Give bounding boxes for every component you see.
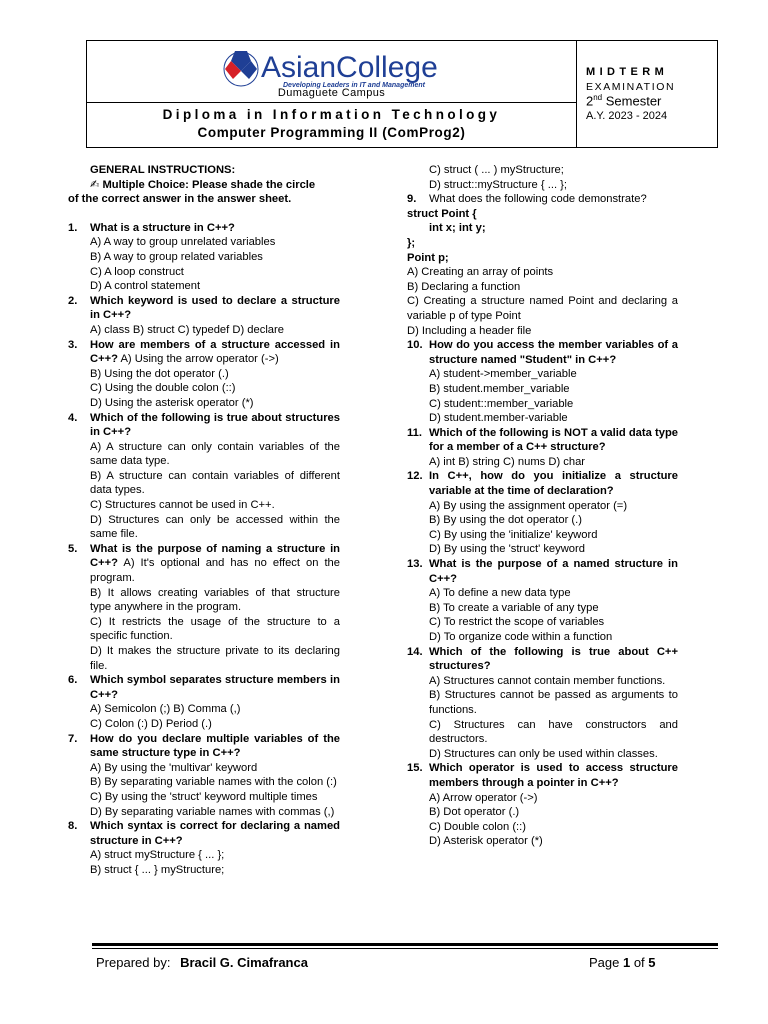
question bbox=[68, 338, 340, 411]
question bbox=[68, 732, 340, 820]
question-number: 4. bbox=[68, 411, 78, 424]
question-body bbox=[90, 338, 340, 411]
question-line: How do you access the member variables of bbox=[429, 339, 669, 352]
question-text bbox=[90, 338, 340, 367]
answer-option: A) Creating an array of points bbox=[407, 266, 554, 279]
right-column bbox=[407, 163, 678, 849]
answer-option: B) A structure can contain variables of different data types. bbox=[90, 469, 340, 497]
answer-option: B) student.member_variable bbox=[429, 382, 570, 395]
question bbox=[407, 338, 678, 426]
answer-option: D) struct::myStructure { ... }; bbox=[429, 178, 568, 191]
answer-option: B) To create a variable of any type bbox=[429, 601, 599, 614]
question-line: Which keyword is used to declare a bbox=[90, 294, 288, 307]
question-text bbox=[429, 469, 678, 498]
answer-option: B) It allows creating variables of that structure type anywhere in the program. bbox=[90, 586, 340, 614]
question-body bbox=[90, 819, 340, 877]
asian-college-logo bbox=[221, 47, 461, 89]
answer-option: C) struct ( ... ) myStructure; bbox=[429, 164, 564, 176]
question-line: type for a member of a C++ structure? bbox=[429, 426, 679, 454]
question-line: What is the purpose of naming a structure bbox=[90, 542, 326, 555]
question-line: How are members of a structure accessed bbox=[90, 338, 326, 351]
answer-option: B) Structures cannot be passed as arguments to functions. bbox=[429, 689, 678, 716]
code-line: struct Point { bbox=[407, 207, 477, 220]
program-title: Diploma in Information Technology bbox=[162, 107, 501, 122]
question bbox=[407, 761, 678, 849]
question-line: Which of the following is true about C++ bbox=[429, 645, 678, 658]
question-line: members through a pointer in C++? bbox=[429, 776, 619, 789]
question-body bbox=[429, 469, 678, 557]
question-number: 1. bbox=[68, 221, 78, 234]
answer-option: A) struct myStructure { ... }; bbox=[90, 849, 225, 862]
question-number: 8. bbox=[68, 820, 78, 833]
question-line: structures in C++? bbox=[90, 411, 340, 439]
footer-rule-thin bbox=[92, 948, 718, 949]
answer-option: D) Using the asterisk operator (*) bbox=[90, 396, 254, 409]
question-line: What is a structure in C++? bbox=[90, 221, 235, 234]
question-number: 15. bbox=[407, 762, 423, 775]
question bbox=[407, 557, 678, 645]
answer-option: D) To organize code within a function bbox=[429, 631, 613, 643]
question-text bbox=[90, 294, 340, 323]
question-line: in C++? bbox=[90, 542, 341, 570]
answer-option: B) Using the dot operator (.) bbox=[90, 367, 229, 380]
answer-option: A) To define a new data type bbox=[429, 587, 571, 600]
footer-rule bbox=[92, 943, 718, 946]
answer-option: A) A way to group unrelated variables bbox=[90, 236, 276, 249]
question-body bbox=[90, 673, 340, 731]
answer-option: C) student::member_variable bbox=[429, 397, 574, 410]
prepared-label: Prepared by: bbox=[96, 955, 171, 970]
code-line: Point p; bbox=[407, 251, 449, 264]
question-text bbox=[90, 221, 340, 236]
answer-option: A) It's optional and has no effect on the program. bbox=[90, 557, 340, 585]
question-body bbox=[429, 557, 678, 645]
question-number: 12. bbox=[407, 470, 423, 483]
question-line: In C++, how do you initialize a structure bbox=[429, 470, 678, 483]
semester-suffix: nd bbox=[593, 93, 603, 102]
question-number: 7. bbox=[68, 732, 78, 745]
question-text bbox=[90, 819, 340, 848]
answer-option: A) Using the arrow operator (->) bbox=[117, 353, 279, 366]
answer-option: A) Arrow operator (->) bbox=[429, 791, 538, 804]
answer-option: D) It makes the structure private to its declaring file. bbox=[90, 645, 340, 672]
question-body bbox=[90, 542, 340, 673]
question-body bbox=[90, 294, 340, 338]
answer-option: B) Declaring a function bbox=[407, 280, 521, 293]
instructions-line: ✍ Multiple Choice: Please shade the circle bbox=[90, 178, 316, 191]
question-number: 14. bbox=[407, 645, 423, 658]
code-line: }; bbox=[407, 236, 416, 249]
spacer bbox=[68, 207, 340, 221]
question bbox=[68, 221, 340, 294]
question-number: 2. bbox=[68, 294, 78, 307]
question-line: members in C++? bbox=[90, 674, 340, 701]
answer-option: B) By separating variable names with the colon (:) bbox=[90, 776, 337, 789]
question bbox=[68, 411, 340, 542]
question-body bbox=[90, 732, 340, 820]
answer-option: D) A control statement bbox=[90, 280, 201, 293]
campus-name: Dumaguete Campus bbox=[277, 87, 386, 99]
question-number: 6. bbox=[68, 674, 78, 687]
question-number: 5. bbox=[68, 542, 78, 555]
question bbox=[68, 542, 340, 673]
logo-text: AsianCollege bbox=[261, 51, 438, 84]
question-line: named structure in C++? bbox=[90, 820, 340, 847]
left-question-list bbox=[68, 221, 340, 878]
question-line: C++? bbox=[429, 572, 457, 585]
answer-option: C) Creating a structure named Point and declaring a variable p of type Point bbox=[407, 295, 678, 322]
question-line: structures? bbox=[429, 660, 491, 673]
question-line: structure in C++? bbox=[90, 294, 340, 322]
question-text: What does the following code demonstrate? bbox=[429, 193, 647, 206]
question-text bbox=[90, 732, 340, 761]
answer-option: B) Dot operator (.) bbox=[429, 806, 520, 819]
question-9 bbox=[407, 192, 678, 207]
answer-option: D) By using the 'struct' keyword bbox=[429, 543, 585, 556]
answer-option: C) It restricts the usage of the structure to a specific function. bbox=[90, 615, 340, 643]
question-line: Which operator is used to access structure bbox=[429, 762, 678, 775]
page-number bbox=[589, 955, 656, 970]
instructions-line: of the correct answer in the answer sheet. bbox=[68, 193, 292, 206]
exam-word: EXAMINATION bbox=[586, 81, 676, 93]
answer-option: A) class B) struct C) typedef D) declare bbox=[90, 323, 284, 336]
header-left-panel bbox=[87, 41, 577, 147]
page-prefix: Page bbox=[589, 955, 623, 970]
header-right-panel bbox=[576, 41, 717, 147]
answer-option: B) By using the dot operator (.) bbox=[429, 514, 582, 527]
logo-tagline: Developing Leaders in IT and Management bbox=[283, 82, 425, 89]
answer-option: A) Structures cannot contain member functions. bbox=[429, 674, 666, 687]
answer-option: A) int B) string C) nums D) char bbox=[429, 455, 586, 468]
question-body bbox=[429, 426, 678, 470]
question-body bbox=[429, 338, 678, 426]
answer-option: A) A structure can only contain variables of the same data type. bbox=[90, 440, 340, 468]
question-body bbox=[90, 221, 340, 294]
question-line: a structure named "Student" in C++? bbox=[429, 339, 678, 366]
answer-option: C) By using the 'struct' keyword multiple times bbox=[90, 790, 318, 803]
question-body bbox=[90, 411, 340, 542]
instructions-text bbox=[68, 178, 340, 207]
answer-option: A) student->member_variable bbox=[429, 368, 577, 381]
answer-option: C) Double colon (::) bbox=[429, 820, 526, 833]
question bbox=[407, 426, 678, 470]
answer-option: C) Structures cannot be used in C++. bbox=[90, 499, 275, 512]
answer-option: D) student.member-variable bbox=[429, 412, 568, 425]
question bbox=[68, 294, 340, 338]
question bbox=[407, 645, 678, 762]
answer-option: C) By using the 'initialize' keyword bbox=[429, 528, 598, 541]
author-name: Bracil G. Cimafranca bbox=[180, 955, 308, 970]
question-text bbox=[90, 673, 340, 702]
page-total: 5 bbox=[648, 955, 656, 970]
exam-type: MIDTERM bbox=[586, 66, 669, 78]
question-number: 13. bbox=[407, 558, 423, 571]
q8-continued bbox=[407, 163, 678, 192]
question-text bbox=[429, 645, 678, 674]
page-current: 1 bbox=[622, 955, 631, 970]
question-text bbox=[429, 426, 678, 455]
answer-option: C) To restrict the scope of variables bbox=[429, 616, 605, 629]
answer-option: D) Asterisk operator (*) bbox=[429, 835, 543, 848]
question-text bbox=[429, 338, 678, 367]
answer-option: D) Structures can only be accessed within the same file. bbox=[90, 513, 340, 541]
answer-option: B) A way to group related variables bbox=[90, 250, 263, 263]
answer-option: C) Colon (:) D) Period (.) bbox=[90, 717, 212, 730]
answer-option: B) struct { ... } myStructure; bbox=[90, 863, 225, 876]
prepared-by bbox=[96, 955, 308, 970]
question-line: variable at the time of declaration? bbox=[429, 485, 614, 498]
question-line: What is the purpose of a named structure in bbox=[429, 558, 678, 571]
question-number: 9. bbox=[407, 193, 417, 206]
left-column bbox=[68, 163, 340, 878]
seal-icon bbox=[224, 51, 258, 86]
instructions-title: GENERAL INSTRUCTIONS: bbox=[90, 164, 236, 176]
answer-option: D) By separating variable names with commas (,) bbox=[90, 805, 335, 818]
question-body bbox=[429, 645, 678, 762]
right-question-list bbox=[407, 338, 678, 849]
semester-number: 2 bbox=[586, 93, 594, 109]
semester-word: Semester bbox=[602, 93, 662, 109]
question-line: in C++? bbox=[90, 338, 340, 366]
question bbox=[68, 673, 340, 731]
question-text bbox=[429, 761, 678, 790]
code-line: int x; int y; bbox=[429, 222, 486, 235]
question-line: Which symbol separates structure bbox=[90, 674, 274, 687]
question-line: Which of the following is true about bbox=[90, 411, 282, 424]
answer-option: A) By using the 'multivar' keyword bbox=[90, 761, 258, 774]
question-text bbox=[90, 542, 340, 586]
question-body bbox=[429, 761, 678, 849]
answer-option: A) Semicolon (;) B) Comma (,) bbox=[90, 703, 241, 716]
answer-option: D) Structures can only be used within classes. bbox=[429, 747, 658, 760]
question bbox=[68, 819, 340, 877]
exam-header bbox=[86, 40, 718, 148]
answer-option: C) A loop construct bbox=[90, 265, 184, 278]
question-line: Which syntax is correct for declaring a bbox=[90, 820, 301, 833]
header-logo-area bbox=[87, 41, 576, 103]
page-of: of bbox=[630, 955, 649, 970]
question-text bbox=[90, 411, 340, 440]
question-line: Which of the following is NOT a valid data bbox=[429, 426, 652, 439]
answer-option: C) Structures can have constructors and destructors. bbox=[429, 718, 678, 746]
question-line: How do you declare multiple variables of bbox=[90, 732, 319, 745]
academic-year: A.Y. 2023 - 2024 bbox=[586, 110, 668, 122]
question-text bbox=[429, 557, 678, 586]
course-title: Computer Programming II (ComProg2) bbox=[197, 125, 466, 140]
answer-option: D) Including a header file bbox=[407, 324, 532, 337]
question-number: 3. bbox=[68, 338, 78, 351]
answer-option: A) By using the assignment operator (=) bbox=[429, 499, 628, 512]
question-line: the same structure type in C++? bbox=[90, 732, 341, 760]
answer-option: C) Using the double colon (::) bbox=[90, 382, 236, 395]
semester bbox=[586, 93, 661, 108]
question bbox=[407, 469, 678, 557]
question-number: 11. bbox=[407, 426, 422, 439]
question-number: 10. bbox=[407, 339, 423, 352]
